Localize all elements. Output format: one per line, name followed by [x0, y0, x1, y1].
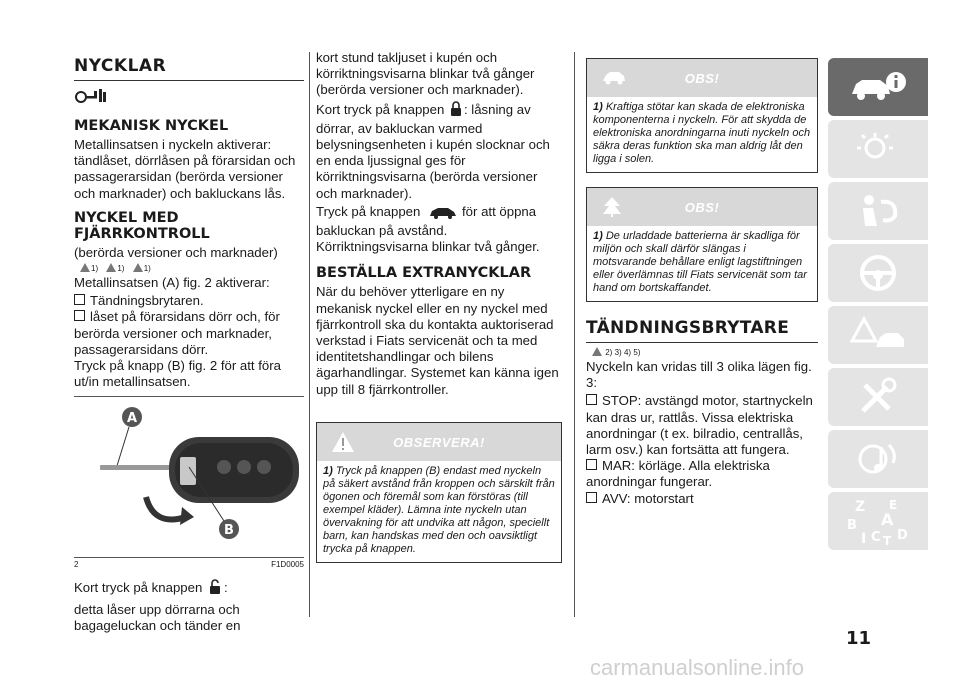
- bullet-box-icon: [586, 492, 597, 503]
- tab-service[interactable]: [828, 368, 928, 426]
- obs-note-1: [586, 58, 818, 173]
- paragraph: kort stund takljuset i kupén och körriktningsvisarna blinkar två gånger (berörda versioner och marknader).: [316, 50, 535, 98]
- paragraph: Tryck på knappen för att öppna bakluckan på avstånd. Körriktningsvisarna blinkar två gånger.: [316, 203, 540, 255]
- svg-text:I: I: [861, 531, 867, 547]
- paragraph: Metallinsatsen i nyckeln aktiverar: tändlåset, dörrlåsen på förarsidan och passagerarsidan (berörda versioner och marknader) och bakluckans lås.: [74, 137, 296, 201]
- page-number: 11: [846, 628, 872, 649]
- section-heading-nycklar: NYCKLAR: [74, 56, 304, 81]
- ref-number: 2): [605, 348, 613, 357]
- ref-number: 5): [633, 348, 641, 357]
- tab-safety[interactable]: [828, 182, 928, 240]
- note-title: OBSERVERA!: [393, 434, 485, 450]
- svg-text:T: T: [883, 534, 892, 547]
- paragraph: detta låser upp dörrarna och bagageluckan och tänder en: [74, 601, 241, 633]
- warning-refs: [74, 263, 304, 273]
- figure-key: [74, 396, 304, 557]
- note-header: [587, 188, 817, 226]
- svg-text:C: C: [871, 530, 881, 545]
- figure-caption: [74, 557, 304, 569]
- warning-triangle-icon: [106, 263, 116, 272]
- steering-wheel-icon: [853, 253, 903, 293]
- chapter-tabs: [828, 58, 928, 554]
- ref-number: 1): [143, 264, 151, 274]
- ref-number: 1): [117, 264, 125, 274]
- service-tools-icon: [853, 377, 903, 417]
- paragraph: Tryck på knapp (B) fig. 2 för att föra ut/in metallinsatsen.: [74, 358, 281, 390]
- tab-dashboard[interactable]: [828, 120, 928, 178]
- trunk-car-icon: [428, 205, 458, 223]
- warning-triangle-icon: [592, 347, 602, 356]
- list-item: MAR: körläge. Alla elektriska anordningar fungerar.: [586, 458, 770, 490]
- subheading-remote-key: NYCKEL MED FJÄRRKONTROLL: [74, 209, 210, 242]
- unlock-icon: [209, 579, 221, 599]
- callout-b: B: [224, 523, 234, 539]
- airbag-icon: [853, 192, 903, 230]
- figure-number: 2: [74, 560, 79, 570]
- caution-note: [316, 422, 562, 563]
- svg-text:Z: Z: [855, 499, 866, 515]
- list-item: STOP: avstängd motor, startnyckeln kan dras ur, rattlås. Vissa elektriska anordningar (t ex. bilradio, centrallås, larm osv.) kan fortsätta att fungera.: [586, 393, 813, 458]
- column-1: [74, 50, 304, 636]
- note-header: [587, 59, 817, 97]
- index-letters-icon: [843, 495, 913, 547]
- paragraph: (berörda versioner och marknader): [74, 244, 278, 260]
- warning-refs: [586, 347, 818, 357]
- watermark: carmanualsonline.info: [590, 655, 805, 680]
- bullet-box-icon: [74, 310, 85, 321]
- obs-note-2: [586, 187, 818, 302]
- column-3: [586, 58, 818, 507]
- list-item: Tändningsbrytaren.: [74, 293, 304, 309]
- note-title: OBS!: [684, 200, 720, 215]
- tab-multimedia[interactable]: [828, 430, 928, 488]
- note-body: 1) De urladdade batterierna är skadliga för miljön och skall därför slängas i motsvarande behållare enligt lagstiftningen eller överlämnas till Fiats servicenät som tar hand om bortskaffandet.: [593, 230, 807, 294]
- paragraph: Nyckeln kan vridas till 3 olika lägen fig. 3:: [586, 359, 812, 391]
- tab-car-info[interactable]: [828, 58, 928, 116]
- ref-number: 3): [614, 348, 622, 357]
- figure-code: F1D0005: [271, 560, 304, 570]
- key-icon: [74, 87, 304, 110]
- list-item: AVV: motorstart: [586, 491, 818, 507]
- bullet-box-icon: [586, 394, 597, 405]
- dashboard-lights-icon: [853, 132, 903, 166]
- svg-text:B: B: [847, 518, 857, 533]
- subheading-extra-keys: BESTÄLLA EXTRANYCKLAR: [316, 265, 532, 282]
- warning-triangle-icon: [80, 263, 90, 272]
- key-illustration: [74, 397, 304, 555]
- svg-text:E: E: [889, 498, 898, 512]
- tab-emergency[interactable]: [828, 306, 928, 364]
- section-heading-ignition: TÄNDNINGSBRYTARE: [586, 318, 818, 343]
- bullet-box-icon: [74, 294, 85, 305]
- warning-car-icon: [850, 315, 906, 355]
- column-2: [316, 50, 562, 569]
- note-title: OBS!: [684, 71, 720, 86]
- note-body: 1) Kraftiga stötar kan skada de elektroniska komponenterna i nyckeln. För att skydda de elektroniska anordningarna inuti nyckeln och säkra deras funktion ska man aldrig låt den ligga i solen.: [593, 101, 811, 165]
- multimedia-icon: [853, 439, 903, 479]
- ref-number: 1): [91, 264, 99, 274]
- ref-number: 4): [623, 348, 632, 357]
- list-item: låset på förarsidans dörr och, för berörda versioner och marknader, passagerarsidans dörr.: [74, 309, 280, 357]
- paragraph: Metallinsatsen (A) fig. 2 aktiverar:: [74, 275, 270, 291]
- bullet-box-icon: [586, 459, 597, 470]
- svg-text:D: D: [897, 528, 908, 543]
- subheading-mechanical-key: MEKANISK NYCKEL: [74, 118, 229, 134]
- column-divider: [574, 52, 575, 617]
- tab-index[interactable]: [828, 492, 928, 550]
- paragraph: När du behöver ytterligare en ny mekanisk nyckel eller en ny nyckel med fjärrkontroll ska du kontakta auktoriserad verkstad i Fiats servicenät och ta med identitetshandlingar och bilens ägarhandlingar. Systemet kan känna igen upp till 8 fjärrkontroller.: [316, 284, 559, 397]
- lock-icon: [450, 101, 462, 121]
- callout-a: A: [126, 411, 138, 427]
- warning-triangle-icon: [133, 263, 143, 272]
- note-body: 1) Tryck på knappen (B) endast med nyckeln på säkert avstånd från kroppen och särskilt från ögonen och föremål som kan förstöras (till exempel kläder). Lämna inte nyckeln utan övervakning för att undvika att någon, speciellt barn, kan handskas med den och oavsiktligt trycka på knappen.: [323, 464, 555, 555]
- car-info-icon: [848, 70, 908, 104]
- paragraph: Kort tryck på knappen : låsning av dörrar, av bakluckan varmed belysningsenheten i kupén slocknar och en enda ljussignal ges för körriktningsvisarna (berörda versioner och marknader).: [316, 101, 550, 201]
- paragraph: Kort tryck på knappen :: [74, 579, 304, 599]
- svg-text:A: A: [881, 510, 894, 529]
- note-header: [317, 423, 561, 461]
- tab-driving[interactable]: [828, 244, 928, 302]
- column-divider: [309, 52, 310, 617]
